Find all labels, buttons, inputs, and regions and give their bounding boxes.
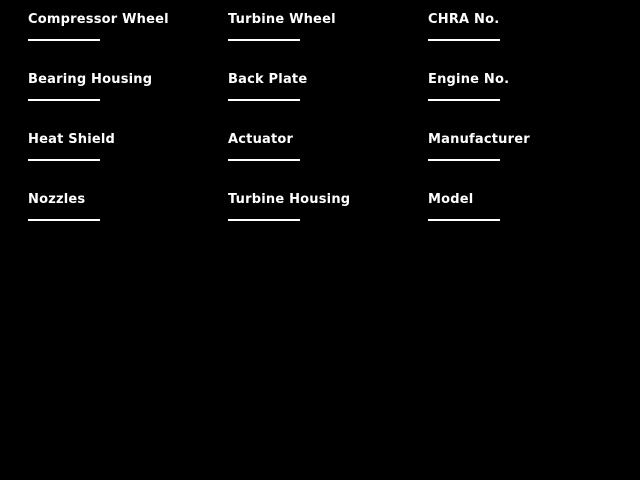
field-input[interactable] [228, 99, 300, 101]
form-field [228, 72, 428, 132]
form-field [228, 132, 428, 192]
field-input[interactable] [428, 99, 500, 101]
field-input[interactable] [428, 39, 500, 41]
field-label: Model [428, 192, 474, 207]
field-input[interactable] [28, 99, 100, 101]
field-label: CHRA No. [428, 12, 500, 27]
field-label: Back Plate [228, 72, 308, 87]
form-field [28, 12, 228, 72]
field-input[interactable] [228, 219, 300, 221]
field-label: Compressor Wheel [28, 12, 169, 27]
form-field [428, 12, 628, 72]
form-field [428, 132, 628, 192]
field-label: Manufacturer [428, 132, 530, 147]
field-input[interactable] [228, 39, 300, 41]
field-input[interactable] [428, 219, 500, 221]
field-label: Turbine Wheel [228, 12, 336, 27]
field-input[interactable] [28, 219, 100, 221]
field-label: Nozzles [28, 192, 86, 207]
field-input[interactable] [228, 159, 300, 161]
field-label: Heat Shield [28, 132, 116, 147]
field-input[interactable] [28, 39, 100, 41]
form-field [28, 192, 228, 252]
form-field [28, 132, 228, 192]
form-field [228, 192, 428, 252]
form-field [428, 192, 628, 252]
field-label: Turbine Housing [228, 192, 351, 207]
field-label: Engine No. [428, 72, 510, 87]
field-label: Actuator [228, 132, 294, 147]
form-field [228, 12, 428, 72]
field-input[interactable] [28, 159, 100, 161]
form-field [28, 72, 228, 132]
field-input[interactable] [428, 159, 500, 161]
form-field [428, 72, 628, 132]
field-label: Bearing Housing [28, 72, 153, 87]
